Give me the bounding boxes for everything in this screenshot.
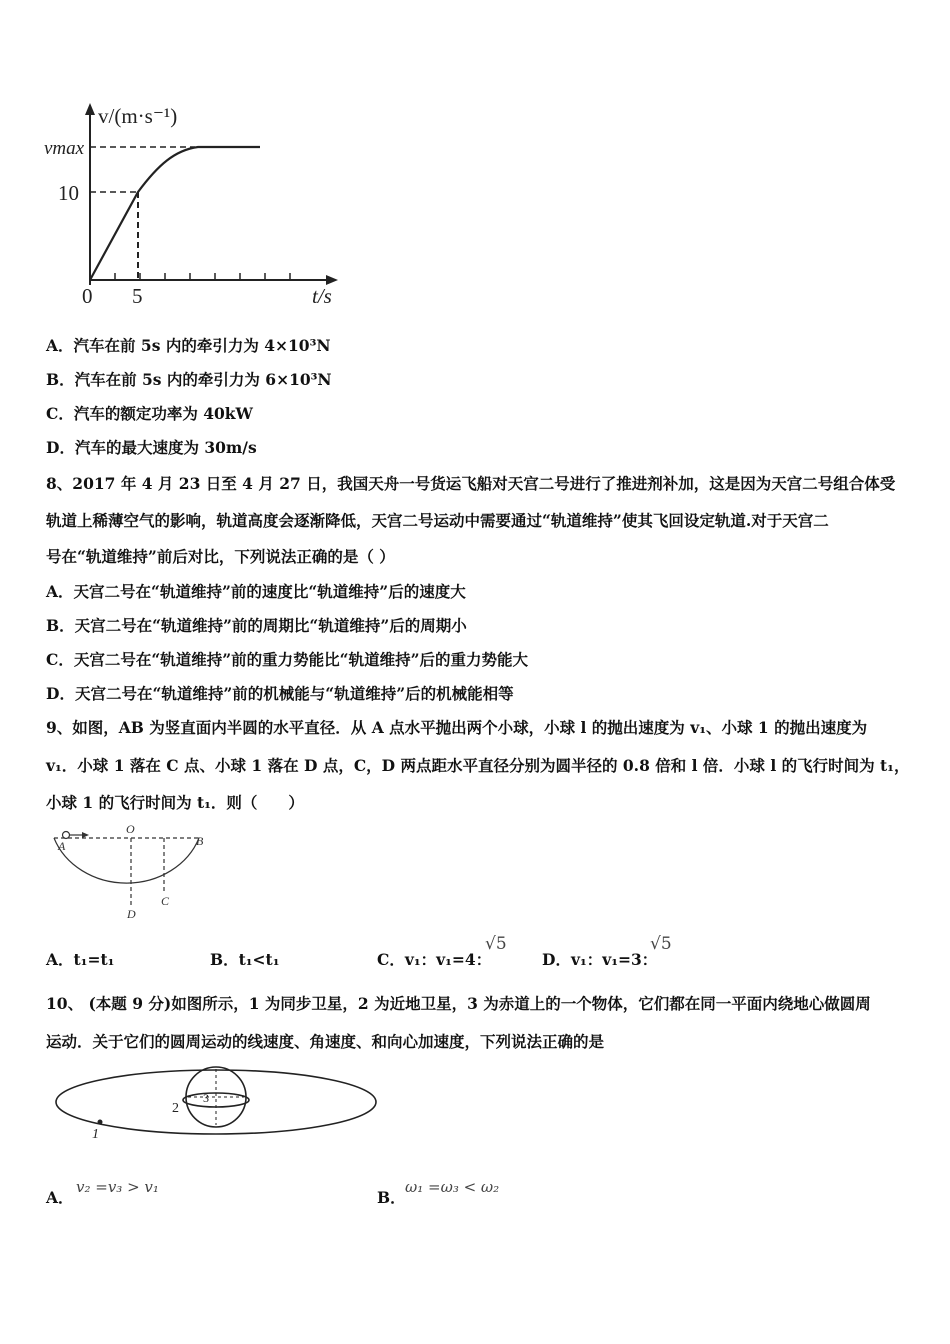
x-tick-label-5: 5 <box>132 284 143 308</box>
q9-option-c-radical: √5 <box>485 934 507 954</box>
x-axis-ticks <box>115 273 290 280</box>
y-axis-label: v/(m·s⁻¹) <box>98 104 178 128</box>
label-o: O <box>126 822 135 836</box>
q10-stem-line-1: 10、 (本题 9 分)如图所示，1 为同步卫星，2 为近地卫星，3 为赤道上的一个物体，它们都在同一平面内绕地心做圆周 <box>46 994 871 1013</box>
q8-option-c: C．天宫二号在“轨道维持”前的重力势能比“轨道维持”后的重力势能大 <box>46 650 529 669</box>
q9-option-c: C．v₁：v₁=4： <box>377 950 492 969</box>
satellite-orbits-figure <box>48 1062 388 1152</box>
q7-option-a: A．汽车在前 5s 内的牵引力为 4×10³N <box>46 336 331 355</box>
label-c: C <box>161 894 170 908</box>
q9-option-d-radical: √5 <box>650 934 672 954</box>
q9-option-b: B．t₁<t₁ <box>210 950 280 969</box>
x-tick-label-0: 0 <box>82 284 93 308</box>
q8-option-d: D．天宫二号在“轨道维持”前的机械能与“轨道维持”后的机械能相等 <box>46 684 514 703</box>
q10-option-a-math: v₂ =v₃ > v₁ <box>76 1178 159 1196</box>
q8-stem-line-1: 8、2017 年 4 月 23 日至 4 月 27 日，我国天舟一号货运飞船对天宫二号进行了推进剂补加，这是因为天宫二号组合体受 <box>46 474 896 493</box>
y-axis-arrow <box>85 103 95 115</box>
y-tick-label-vmax: vmax <box>44 138 85 159</box>
semicircle-figure <box>44 820 224 920</box>
q10-option-a-label: A． <box>46 1188 74 1207</box>
q9-stem-line-1: 9、如图，AB 为竖直面内半圆的水平直径．从 A 点水平抛出两个小球，小球 l 的抛出速度为 v₁、小球 1 的抛出速度为 <box>46 718 868 737</box>
velocity-arrowhead <box>82 832 89 838</box>
label-2: 2 <box>172 1101 179 1116</box>
label-1: 1 <box>92 1127 99 1142</box>
x-axis-label: t/s <box>312 284 332 308</box>
velocity-time-chart <box>40 95 350 320</box>
q9-stem-line-3: 小球 1 的飞行时间为 t₁．则（ ） <box>46 793 304 812</box>
q9-option-d: D．v₁：v₁=3： <box>542 950 658 969</box>
q9-stem-line-2: v₁．小球 1 落在 C 点、小球 1 落在 D 点，C，D 两点距水平直径分别为圆半径的 0.8 倍和 l 倍．小球 l 的飞行时间为 t₁， <box>46 756 910 775</box>
q8-option-b: B．天宫二号在“轨道维持”前的周期比“轨道维持”后的周期小 <box>46 616 467 635</box>
semicircle-arc <box>54 838 199 883</box>
q10-option-b-label: B． <box>377 1188 406 1207</box>
label-b: B <box>196 834 204 848</box>
q9-option-a: A．t₁=t₁ <box>46 950 115 969</box>
velocity-curve <box>90 147 260 280</box>
q7-option-d: D．汽车的最大速度为 30m/s <box>46 438 257 457</box>
label-a: A <box>58 839 66 853</box>
q7-option-b: B．汽车在前 5s 内的牵引力为 6×10³N <box>46 370 332 389</box>
q10-option-b-math: ω₁ =ω₃ < ω₂ <box>405 1178 500 1196</box>
label-d: D <box>127 907 136 920</box>
q8-stem-line-2: 轨道上稀薄空气的影响，轨道高度会逐渐降低，天宫二号运动中需要通过“轨道维持”使其飞回设定轨道.对于天宫二 <box>46 511 829 530</box>
satellite-1-dot <box>98 1120 103 1125</box>
label-3: 3 <box>203 1091 209 1105</box>
q8-stem-line-3: 号在“轨道维持”前后对比，下列说法正确的是（ ） <box>46 547 395 566</box>
q8-option-a: A．天宫二号在“轨道维持”前的速度比“轨道维持”后的速度大 <box>46 582 466 601</box>
q10-stem-line-2: 运动．关于它们的圆周运动的线速度、角速度、和向心加速度，下列说法正确的是 <box>46 1032 605 1051</box>
ball-at-a <box>63 832 70 839</box>
y-tick-label-10: 10 <box>58 181 79 205</box>
q7-option-c: C．汽车的额定功率为 40kW <box>46 404 253 423</box>
